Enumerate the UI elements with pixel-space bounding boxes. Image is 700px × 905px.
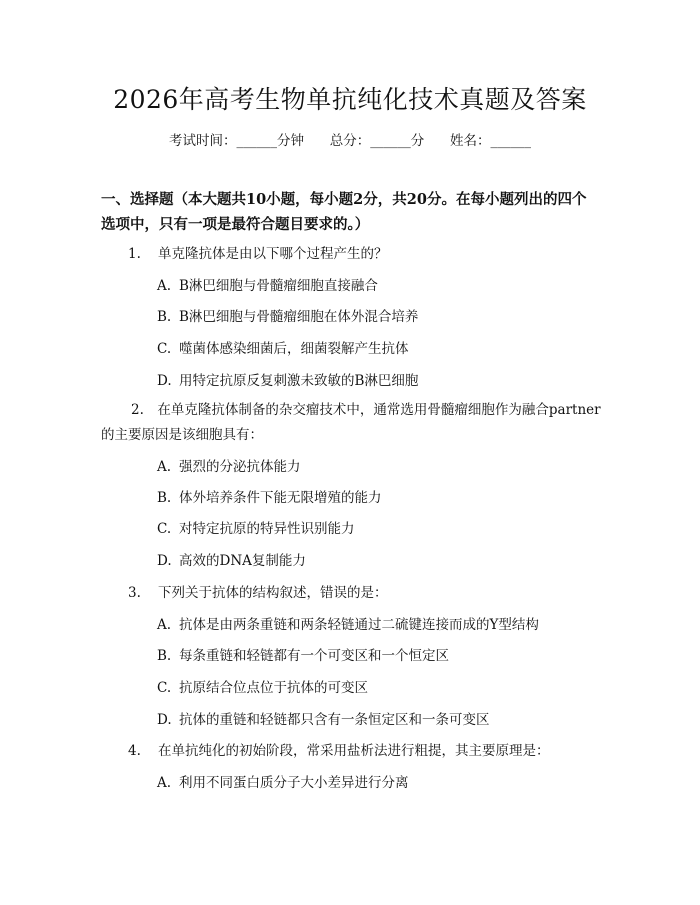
- question-1-option-c: [157, 339, 597, 359]
- question-3: [128, 583, 598, 603]
- question-stem: 在单克隆抗体制备的杂交瘤技术中，通常选用骨髓瘤细胞作为融合partner的主要原因是该细胞具有：: [101, 402, 601, 443]
- option-letter: A.: [157, 617, 172, 633]
- option-text: 每条重链和轻链都有一个可变区和一个恒定区: [179, 648, 449, 664]
- section-heading: 一、选择题（本大题共10小题，每小题2分，共20分。在每小题列出的四个选项中，只有一项是最符合题目要求的。）: [101, 191, 587, 233]
- option-text: 对特定抗原的特异性识别能力: [179, 521, 355, 537]
- question-3-option-c: [157, 678, 597, 698]
- question-stem: 下列关于抗体的结构叙述，错误的是：: [158, 585, 388, 601]
- question-3-option-a: [157, 615, 597, 635]
- question-number: 4.: [128, 743, 141, 759]
- option-text: 高效的DNA复制能力: [179, 553, 306, 569]
- option-letter: B.: [157, 648, 172, 664]
- question-3-option-b: [157, 646, 597, 666]
- option-letter: B.: [157, 309, 172, 325]
- exam-meta-line: 考试时间：______分钟 总分：______分 姓名：______: [169, 133, 531, 149]
- option-text: 噬菌体感染细菌后，细菌裂解产生抗体: [179, 341, 409, 357]
- question-2-option-d: [157, 551, 597, 571]
- question-4: [128, 741, 598, 761]
- option-letter: C.: [157, 680, 172, 696]
- option-letter: A.: [157, 459, 172, 475]
- question-2-option-c: [157, 519, 597, 539]
- option-letter: C.: [157, 521, 172, 537]
- option-text: 强烈的分泌抗体能力: [179, 459, 301, 475]
- option-text: 抗体是由两条重链和两条轻链通过二硫键连接而成的Y型结构: [179, 617, 539, 633]
- question-number: 3.: [128, 585, 141, 601]
- option-text: 用特定抗原反复刺激未致敏的B淋巴细胞: [179, 373, 419, 389]
- option-text: B淋巴细胞与骨髓瘤细胞直接融合: [179, 278, 378, 294]
- question-2-option-b: [157, 488, 597, 508]
- option-letter: B.: [157, 490, 172, 506]
- question-1-option-b: [157, 307, 597, 327]
- question-1: [128, 244, 598, 264]
- option-letter: D.: [157, 553, 172, 569]
- question-stem: 在单抗纯化的初始阶段，常采用盐析法进行粗提，其主要原理是：: [158, 743, 550, 759]
- option-letter: A.: [157, 278, 172, 294]
- question-3-option-d: [157, 710, 597, 730]
- question-stem: 单克隆抗体是由以下哪个过程产生的？: [158, 246, 388, 262]
- question-1-option-a: [157, 276, 597, 296]
- question-number: 2.: [131, 402, 144, 418]
- question-2: [101, 398, 601, 448]
- question-1-option-d: [157, 371, 597, 391]
- option-text: 抗体的重链和轻链都只含有一条恒定区和一条可变区: [179, 712, 490, 728]
- option-text: B淋巴细胞与骨髓瘤细胞在体外混合培养: [179, 309, 419, 325]
- option-letter: A.: [157, 775, 172, 791]
- page-title: 2026年高考生物单抗纯化技术真题及答案: [113, 85, 587, 114]
- option-letter: D.: [157, 712, 172, 728]
- option-text: 利用不同蛋白质分子大小差异进行分离: [179, 775, 409, 791]
- option-text: 抗原结合位点位于抗体的可变区: [179, 680, 368, 696]
- option-text: 体外培养条件下能无限增殖的能力: [179, 490, 382, 506]
- option-letter: C.: [157, 341, 172, 357]
- question-number: 1.: [128, 246, 141, 262]
- question-4-option-a: [157, 773, 597, 793]
- question-2-option-a: [157, 457, 597, 477]
- option-letter: D.: [157, 373, 172, 389]
